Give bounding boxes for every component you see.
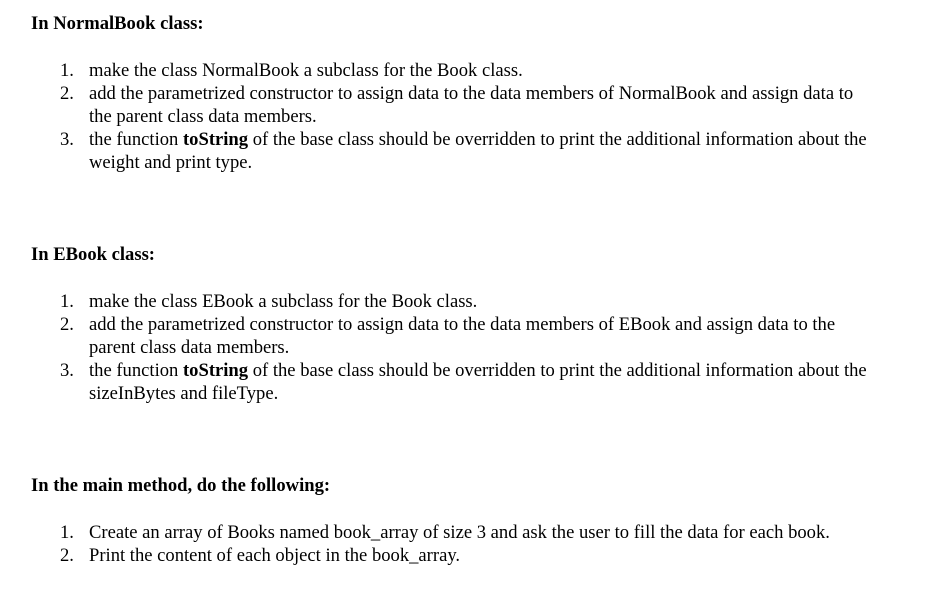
list-number: 1.	[60, 522, 74, 543]
section-heading-main-method: In the main method, do the following:	[31, 475, 331, 496]
list-item	[0, 59, 880, 82]
list-item	[0, 82, 880, 128]
section-heading-ebook: In EBook class:	[31, 244, 155, 265]
list-number: 1.	[60, 60, 74, 81]
list-item	[0, 313, 880, 359]
item-text: of the base class should be overridden to print the additional information about the weight and print type.	[89, 129, 867, 173]
item-text: the function	[89, 360, 183, 381]
method-name: toString	[182, 360, 249, 381]
list-number: 3.	[60, 360, 74, 381]
normalbook-list	[0, 59, 880, 174]
list-number: 2.	[60, 545, 74, 566]
item-text: of the base class should be overridden to print the additional information about the sizeInBytes and fileType.	[89, 360, 867, 404]
list-item	[0, 290, 880, 313]
list-number: 1.	[60, 291, 74, 312]
ebook-list	[0, 290, 880, 405]
list-item	[0, 128, 880, 174]
list-item	[0, 521, 880, 544]
item-text: Create an array of Books named book_array of size 3 and ask the user to fill the data for each book.	[89, 522, 830, 543]
list-number: 2.	[60, 314, 74, 335]
item-text: make the class NormalBook a subclass for the Book class.	[89, 60, 523, 81]
main-method-list	[0, 521, 880, 567]
list-item	[0, 359, 880, 405]
section-heading-normalbook: In NormalBook class:	[31, 13, 204, 34]
item-text: add the parametrized constructor to assign data to the data members of EBook and assign data to the parent class data members.	[89, 314, 836, 358]
item-text: Print the content of each object in the book_array.	[89, 545, 461, 566]
item-text: add the parametrized constructor to assign data to the data members of NormalBook and assign data to the parent class data members.	[89, 83, 854, 127]
item-text: the function	[89, 129, 183, 150]
method-name: toString	[182, 129, 249, 150]
list-number: 2.	[60, 83, 74, 104]
list-item	[0, 544, 880, 567]
item-text: make the class EBook a subclass for the Book class.	[89, 291, 478, 312]
list-number: 3.	[60, 129, 74, 150]
